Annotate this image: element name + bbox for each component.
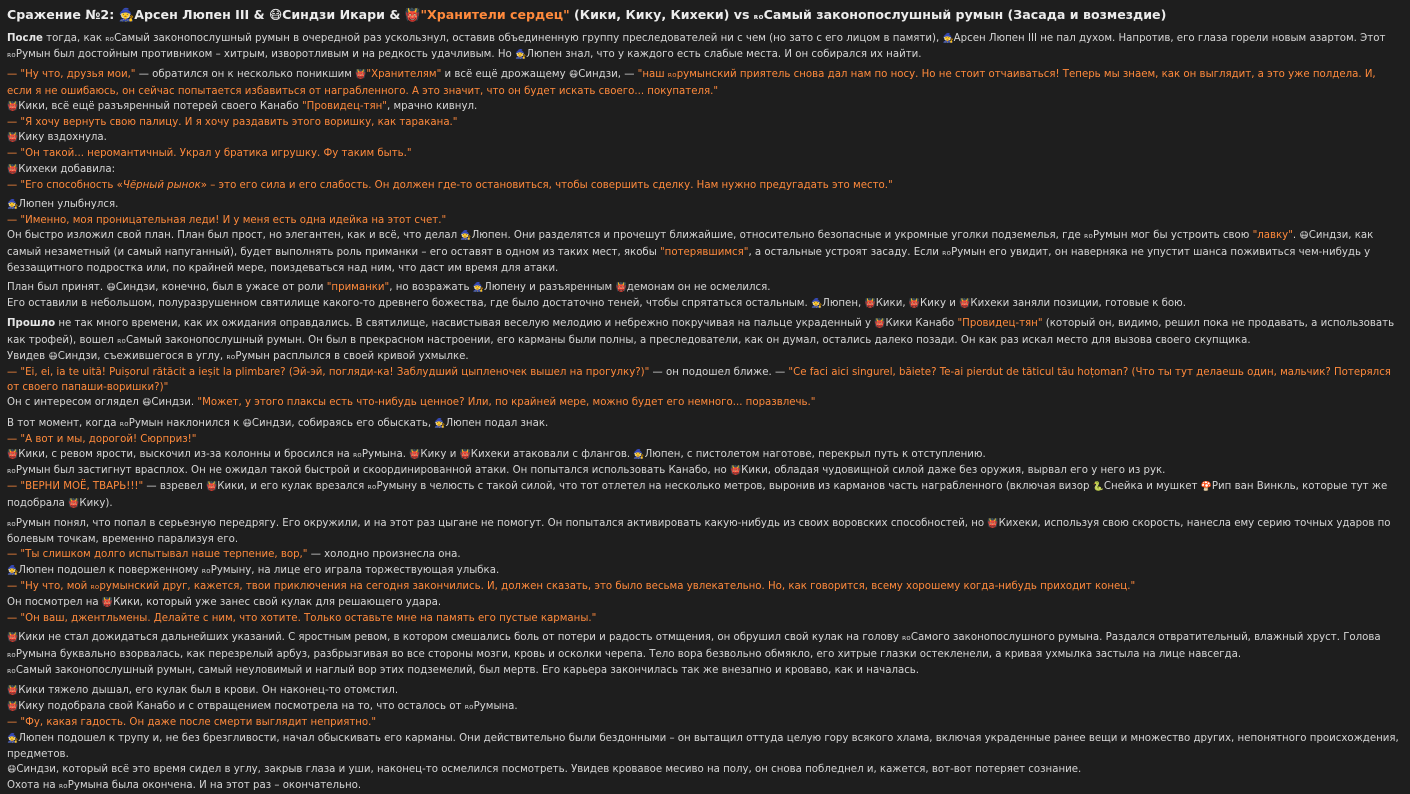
narration-text: Румын его увидит, он наверняка не упустит шанса поживиться чем-нибудь у беззащитного подростка или, по крайней мере, поиздеваться над ним, что даст им время для атаки. bbox=[7, 246, 1371, 274]
story-paragraph bbox=[7, 197, 1400, 276]
narration-text: (который он, видимо, решил пока не продавать, а использовать как трофей), вошел bbox=[7, 318, 1395, 346]
narration-text: Он быстро изложил свой план. План был прост, но элегантен, как и всё, что делал bbox=[7, 230, 461, 242]
narration-text: Снейка и мушкет bbox=[1103, 481, 1201, 493]
character-emoji-icon: 👹 bbox=[874, 319, 886, 330]
character-emoji-icon: 👹 bbox=[68, 498, 80, 509]
narration-text: Румын мог бы устроить свою bbox=[1092, 230, 1253, 242]
flag-badge: ʀᴏ bbox=[7, 51, 16, 60]
character-emoji-icon: 👹 bbox=[409, 450, 421, 461]
dialogue-text: "лавку" bbox=[1252, 230, 1293, 242]
narration-text: Он посмотрел на bbox=[7, 596, 102, 608]
narration-text: Румына буквально взорвалась, как перезрелый арбуз, разбрызгивая во все стороны мозги, кровь и осколки черепа. Тело вора безвольно обмякло, его хитрые глазки остекленели, а кривая ухмылка застыла на лице навсегда. bbox=[15, 648, 1242, 660]
narration-text: Кики Канабо bbox=[885, 318, 958, 330]
narration-text: Синдзи, который всё это время сидел в углу, закрыв глаза и уши, наконец-то осмелился посмотреть. Увидев кровавое месиво на полу, он снова побледнел и, кажется, вот-вот потеряет сознание. bbox=[16, 763, 1082, 775]
dialogue-text: — "Его способность « bbox=[7, 179, 123, 191]
battle-title bbox=[7, 6, 1400, 26]
dialogue-text: "приманки" bbox=[326, 282, 390, 294]
narration-text: и всё ещё дрожащему bbox=[441, 69, 569, 81]
flag-badge: ʀᴏ bbox=[119, 419, 129, 428]
dialogue-text: "Провидец-тян" bbox=[957, 318, 1043, 330]
flag-badge: ʀᴏ bbox=[1084, 232, 1093, 241]
narration-text: Румын был достойным противником – хитрым, изворотливым и на редкость удачливым. Но bbox=[15, 49, 515, 61]
flag-badge: ʀᴏ bbox=[464, 703, 474, 712]
flag-badge: ʀᴏ bbox=[352, 451, 362, 460]
narration-text: Люпен, с пистолетом наготове, перекрыл путь к отступлению. bbox=[644, 449, 986, 461]
flag-badge: ʀᴏ bbox=[201, 566, 211, 575]
narration-text: Кихеки заняли позиции, готовые к бою. bbox=[970, 298, 1186, 310]
title-part: Самый законопослушный румын (Засада и возмездие) bbox=[763, 7, 1167, 22]
character-emoji-icon: 👹 bbox=[7, 101, 19, 112]
narration-text: — холодно произнесла она. bbox=[307, 549, 461, 561]
narration-text: Кику и bbox=[920, 298, 960, 310]
narration-text: Люпен подал знак. bbox=[445, 417, 549, 429]
dialogue-text: — "Ei, ei, ia te uită! Puișorul rătăcit a ieșit la plimbare? (Эй-эй, погляди-ка! Заблудший цыпленочек вышел на прогулку?)" bbox=[7, 367, 650, 379]
dialogue-text: » – это его сила и его слабость. Он должен где-то остановиться, чтобы совершить сделку. Нам нужно предугадать это место." bbox=[200, 179, 893, 191]
story-body bbox=[7, 31, 1400, 794]
character-emoji-icon: 😷 bbox=[48, 351, 58, 362]
character-emoji-icon: 👹 bbox=[7, 133, 19, 144]
character-emoji-icon: 🍄 bbox=[1200, 482, 1212, 493]
narration-text: Охота на bbox=[7, 780, 59, 792]
narration-text: Кихеки атаковали с флангов. bbox=[470, 449, 634, 461]
flag-badge: ʀᴏ bbox=[226, 352, 236, 361]
narration-text: , а остальные устроят засаду. Если bbox=[748, 246, 943, 258]
narration-text: Синдзи, как самый незаметный (и самый напуганный), будет выполнять роль приманки – его оставят в одном из таких мест, якобы bbox=[7, 230, 1374, 258]
character-emoji-icon: 👹 bbox=[101, 597, 114, 608]
bold-lead: После bbox=[7, 33, 43, 44]
flag-badge: ʀᴏ bbox=[7, 519, 16, 528]
narration-text: Кики тяжело дышал, его кулак был в крови. Он наконец-то отомстил. bbox=[18, 684, 399, 696]
narration-text: Кики, всё ещё разъяренный потерей своего Канабо bbox=[18, 100, 302, 112]
narration-text: демонам он не осмелился. bbox=[626, 282, 771, 294]
dialogue-text: Чёрный рынок bbox=[122, 179, 201, 191]
dialogue-text: "Хранителям" bbox=[366, 69, 442, 81]
character-emoji-icon: 👹 bbox=[459, 450, 471, 461]
narration-text: Кихеки, используя свою скорость, нанесла ему серию точных ударов по болевым точкам, временно парализуя его. bbox=[7, 517, 1391, 546]
dialogue-text: румынский друг, кажется, твои приключения на сегодня закончились. И, должен сказать, это было весьма увлекательно. Но, как говорится, всему хорошему когда-нибудь приходит конец." bbox=[99, 580, 1136, 592]
narration-text: Румын наклонился к bbox=[128, 417, 243, 429]
story-paragraph bbox=[7, 630, 1400, 679]
narration-text: Румын расплылся в своей кривой ухмылке. bbox=[235, 350, 469, 362]
narration-text: тогда, как bbox=[42, 33, 106, 44]
narration-text: В тот момент, когда bbox=[7, 417, 120, 429]
narration-text: . bbox=[1292, 230, 1300, 242]
flag-badge: ʀᴏ bbox=[902, 634, 911, 643]
character-emoji-icon: 👹 bbox=[908, 299, 921, 310]
dialogue-text: — "Ну что, мой bbox=[7, 580, 91, 592]
narration-text: — взревел bbox=[143, 481, 207, 493]
narration-text: Кики, обладая чудовищной силой даже без оружия, вырвал его у него из рук. bbox=[741, 465, 1166, 477]
dialogue-text: — "Фу, какая гадость. Он даже после смерти выглядит неприятно." bbox=[7, 717, 377, 729]
dialogue-text: румынский приятель снова дал нам по носу. Но не стоит отчаиваться! Теперь мы знаем, как он выглядит, а это уже полдела. И, если я не ошибаюсь, он сейчас попытается избавиться от награбленного. А это значит, что он будет искать своего... покупателя." bbox=[7, 69, 1376, 97]
dialogue-text: — "Ты слишком долго испытывал наше терпение, вор," bbox=[7, 549, 308, 561]
narration-text: — обратился он к несколько поникшим bbox=[135, 69, 356, 81]
flag-badge: ʀᴏ bbox=[90, 582, 100, 591]
flag-badge: ʀᴏ bbox=[105, 35, 115, 43]
character-emoji-icon: 🧙 bbox=[514, 50, 527, 61]
narration-text: — он подошел ближе. — bbox=[649, 367, 789, 379]
story-paragraph bbox=[7, 67, 1400, 193]
dialogue-text: "Ce faci aici singurel, băiete? Te-ai pierdut de tăticul tău hoțoman? (Что ты тут делаешь один, мальчик? Потерялся от своего папаши-воришки?)" bbox=[7, 367, 1391, 394]
flag-badge: ʀᴏ bbox=[7, 650, 16, 659]
flag-badge: ʀᴏ bbox=[753, 13, 764, 21]
dialogue-text: — "Именно, моя проницательная леди! И у меня есть одна идейка на этот счет." bbox=[7, 215, 447, 227]
character-emoji-icon: 😷 bbox=[106, 283, 116, 294]
narration-text: План был принят. bbox=[7, 282, 107, 294]
character-emoji-icon: 👹 bbox=[864, 299, 876, 310]
narration-text: Люпен знал, что у каждого есть слабые места. И он собирался их найти. bbox=[526, 49, 922, 61]
narration-text: Люпен улыбнулся. bbox=[18, 199, 119, 211]
narration-text: Кики не стал дожидаться дальнейших указаний. С яростным ревом, в котором смешались боль от потери и радость отмщения, он обрушил свой кулак на голову bbox=[18, 632, 902, 644]
flag-badge: ʀᴏ bbox=[367, 483, 377, 492]
character-emoji-icon: 👹 bbox=[7, 164, 19, 175]
narration-text: Синдзи, конечно, был в ужасе от роли bbox=[115, 282, 327, 294]
story-paragraph bbox=[7, 280, 1400, 312]
dialogue-text: "потерявшимся" bbox=[660, 246, 749, 258]
narration-text: Синдзи. bbox=[151, 397, 198, 409]
dialogue-text: — "Ну что, друзья мои," bbox=[7, 69, 136, 81]
dialogue-text: — "Он такой... неромантичный. Украл у братика игрушку. Фу таким быть." bbox=[7, 148, 412, 160]
dialogue-text: "Провидец-тян" bbox=[301, 100, 387, 112]
character-emoji-icon: 🧙 bbox=[7, 733, 19, 744]
flag-badge: ʀᴏ bbox=[58, 782, 68, 791]
character-emoji-icon: 🧙 bbox=[434, 418, 446, 429]
narration-text: Румын понял, что попал в серьезную передрягу. Его окружили, и на этот раз цыгане не помогут. Он попытался активировать какую-нибудь из своих воровских способностей, но bbox=[15, 517, 988, 529]
character-emoji-icon: 😷 bbox=[7, 764, 17, 775]
bold-lead: Прошло bbox=[7, 318, 56, 330]
flag-badge: ʀᴏ bbox=[7, 467, 16, 476]
character-emoji-icon: 😷 bbox=[568, 70, 579, 81]
character-emoji-icon: 👹 bbox=[206, 482, 218, 493]
dialogue-text: — "ВЕРНИ МОЁ, ТВАРЬ!!!" bbox=[7, 481, 144, 493]
character-emoji-icon: 👹 bbox=[7, 685, 19, 696]
narration-text: Синдзи, — bbox=[578, 69, 638, 81]
flag-badge: ʀᴏ bbox=[942, 248, 952, 257]
narration-text: Румына была окончена. И на этот раз – окончательно. bbox=[67, 780, 362, 792]
narration-text: Его оставили в небольшом, полуразрушенном святилище какого-то древнего божества, где было достаточно теней, чтобы спрятаться остальным. bbox=[7, 298, 811, 310]
title-part: Сражение №2: 🧙Арсен Люпен III & 😷Синдзи Икари & 👹 bbox=[7, 7, 421, 22]
narration-text: Румыну, на лице его играла торжествующая улыбка. bbox=[210, 564, 500, 576]
narration-text: Синдзи, собираясь его обыскать, bbox=[251, 417, 435, 429]
title-part: (Кики, Кику, Кихеки) vs bbox=[569, 7, 754, 22]
character-emoji-icon: 🐍 bbox=[1092, 482, 1104, 493]
narration-text: Кики, с ревом ярости, выскочил из-за колонны и бросился на bbox=[18, 449, 353, 461]
character-emoji-icon: 😷 bbox=[242, 418, 252, 429]
story-paragraph bbox=[7, 31, 1400, 63]
narration-text: Румыну в челюсть с такой силой, что тот отлетел на несколько метров, выронив из карманов часть награбленного (включая визор bbox=[376, 481, 1093, 493]
character-emoji-icon: 🧙 bbox=[633, 450, 645, 461]
dialogue-text: — "А вот и мы, дорогой! Сюрприз!" bbox=[7, 433, 197, 445]
narration-text: Увидев bbox=[7, 350, 49, 362]
narration-text: Румын был застигнут врасплох. Он не ожидал такой быстрой и скоординированной атаки. Он попытался использовать Канабо, но bbox=[15, 465, 730, 477]
narration-text: Самый законопослушный румын. Он был в прекрасном настроении, его карманы были полны, а преследователи, как он думал, остались далеко позади. Он как раз искал место для вызова своего скупщика. bbox=[125, 334, 1251, 346]
story-paragraph bbox=[7, 516, 1400, 626]
narration-text: Кихеки добавила: bbox=[18, 163, 115, 175]
character-emoji-icon: 🧙 bbox=[7, 200, 19, 211]
character-emoji-icon: 👹 bbox=[7, 702, 19, 713]
character-emoji-icon: 🧙 bbox=[810, 299, 823, 310]
narration-text: Румына. bbox=[361, 449, 410, 461]
narration-text: Самого законопослушного румына. Раздался отвратительный, влажный хруст. Голова bbox=[910, 632, 1381, 644]
story-paragraph bbox=[7, 416, 1400, 512]
character-emoji-icon: 👹 bbox=[987, 518, 999, 529]
narration-text: Люпен подошел к трупу и, не без брезгливости, начал обыскивать его карманы. Они действительно были бездонными – он вытащил оттуда целую гору всякого хлама, включая украденные ранее вещи и множество других, непонятного происхождения, предметов. bbox=[7, 732, 1399, 760]
narration-text: Синдзи, съежившегося в углу, bbox=[57, 350, 227, 362]
character-emoji-icon: 🧙 bbox=[942, 34, 954, 44]
narration-text: Самый законопослушный румын в очередной раз ускользнул, оставив объединенную группу преследователей ни с чем (но зато с его лицом в памяти), bbox=[114, 33, 943, 44]
narration-text: Рип ван Винкль, которые тут же подобрала bbox=[7, 481, 1388, 509]
narration-text: Кику вздохнула. bbox=[18, 132, 107, 144]
narration-text: Кику и bbox=[420, 449, 460, 461]
dialogue-text: — "Я хочу вернуть свою палицу. И я хочу раздавить этого воришку, как таракана." bbox=[7, 117, 458, 129]
character-emoji-icon: 😷 bbox=[142, 398, 152, 409]
story-paragraph bbox=[7, 316, 1400, 411]
narration-text: Кики, и его кулак врезался bbox=[217, 481, 368, 493]
character-emoji-icon: 👹 bbox=[959, 299, 971, 310]
character-emoji-icon: 🧙 bbox=[7, 565, 19, 576]
character-emoji-icon: 🧙 bbox=[460, 231, 472, 242]
narration-text: Арсен Люпен III не пал духом. Напротив, его глаза горели новым азартом. Этот bbox=[953, 33, 1386, 44]
story-paragraph bbox=[7, 683, 1400, 794]
character-emoji-icon: 👹 bbox=[615, 283, 627, 294]
character-emoji-icon: 👹 bbox=[7, 633, 19, 644]
narration-text: Он с интересом оглядел bbox=[7, 397, 143, 409]
character-emoji-icon: 👹 bbox=[7, 450, 19, 461]
dialogue-text: "Может, у этого плаксы есть что-нибудь ценное? Или, по крайней мере, можно будет его немного... поразвлечь." bbox=[197, 397, 816, 409]
character-emoji-icon: 😷 bbox=[1299, 231, 1309, 242]
narration-text: Румына. bbox=[473, 701, 518, 713]
narration-text: Кики, который уже занес свой кулак для решающего удара. bbox=[113, 596, 442, 608]
narration-text: Люпен. Они разделятся и прочешут ближайшие, относительно безопасные и укромные уголки подземелья, где bbox=[471, 230, 1085, 242]
narration-text: не так много времени, как их ожидания оправдались. В святилище, насвистывая веселую мелодию и небрежно покручивая на пальце украденный у bbox=[55, 318, 875, 330]
narration-text: , но возражать bbox=[389, 282, 473, 294]
narration-text: Кику подобрала свой Канабо и с отвращением посмотрела на то, что осталось от bbox=[18, 701, 465, 713]
narration-text: Люпен подошел к поверженному bbox=[18, 564, 202, 576]
dialogue-text: — "Он ваш, джентльмены. Делайте с ним, что хотите. Только оставьте мне на память его пустые карманы." bbox=[7, 613, 597, 625]
character-emoji-icon: 👹 bbox=[355, 70, 367, 81]
narration-text: Самый законопослушный румын, самый неуловимый и наглый вор этих подземелий, был мертв. Его карьера закончилась так же внезапно и кроваво, как и началась. bbox=[15, 664, 920, 676]
flag-badge: ʀᴏ bbox=[117, 336, 126, 345]
narration-text: Кику). bbox=[79, 497, 113, 509]
flag-badge: ʀᴏ bbox=[7, 666, 16, 675]
title-team-name: "Хранители сердец" bbox=[420, 7, 570, 22]
narration-text: Кики, bbox=[875, 298, 909, 310]
character-emoji-icon: 👹 bbox=[729, 466, 742, 477]
dialogue-text: "наш bbox=[637, 69, 668, 81]
narration-text: Люпену и разъяренным bbox=[484, 282, 616, 294]
flag-badge: ʀᴏ bbox=[667, 71, 677, 80]
narration-text: , мрачно кивнул. bbox=[386, 100, 478, 112]
character-emoji-icon: 🧙 bbox=[472, 283, 485, 294]
narration-text: Люпен, bbox=[822, 298, 865, 310]
